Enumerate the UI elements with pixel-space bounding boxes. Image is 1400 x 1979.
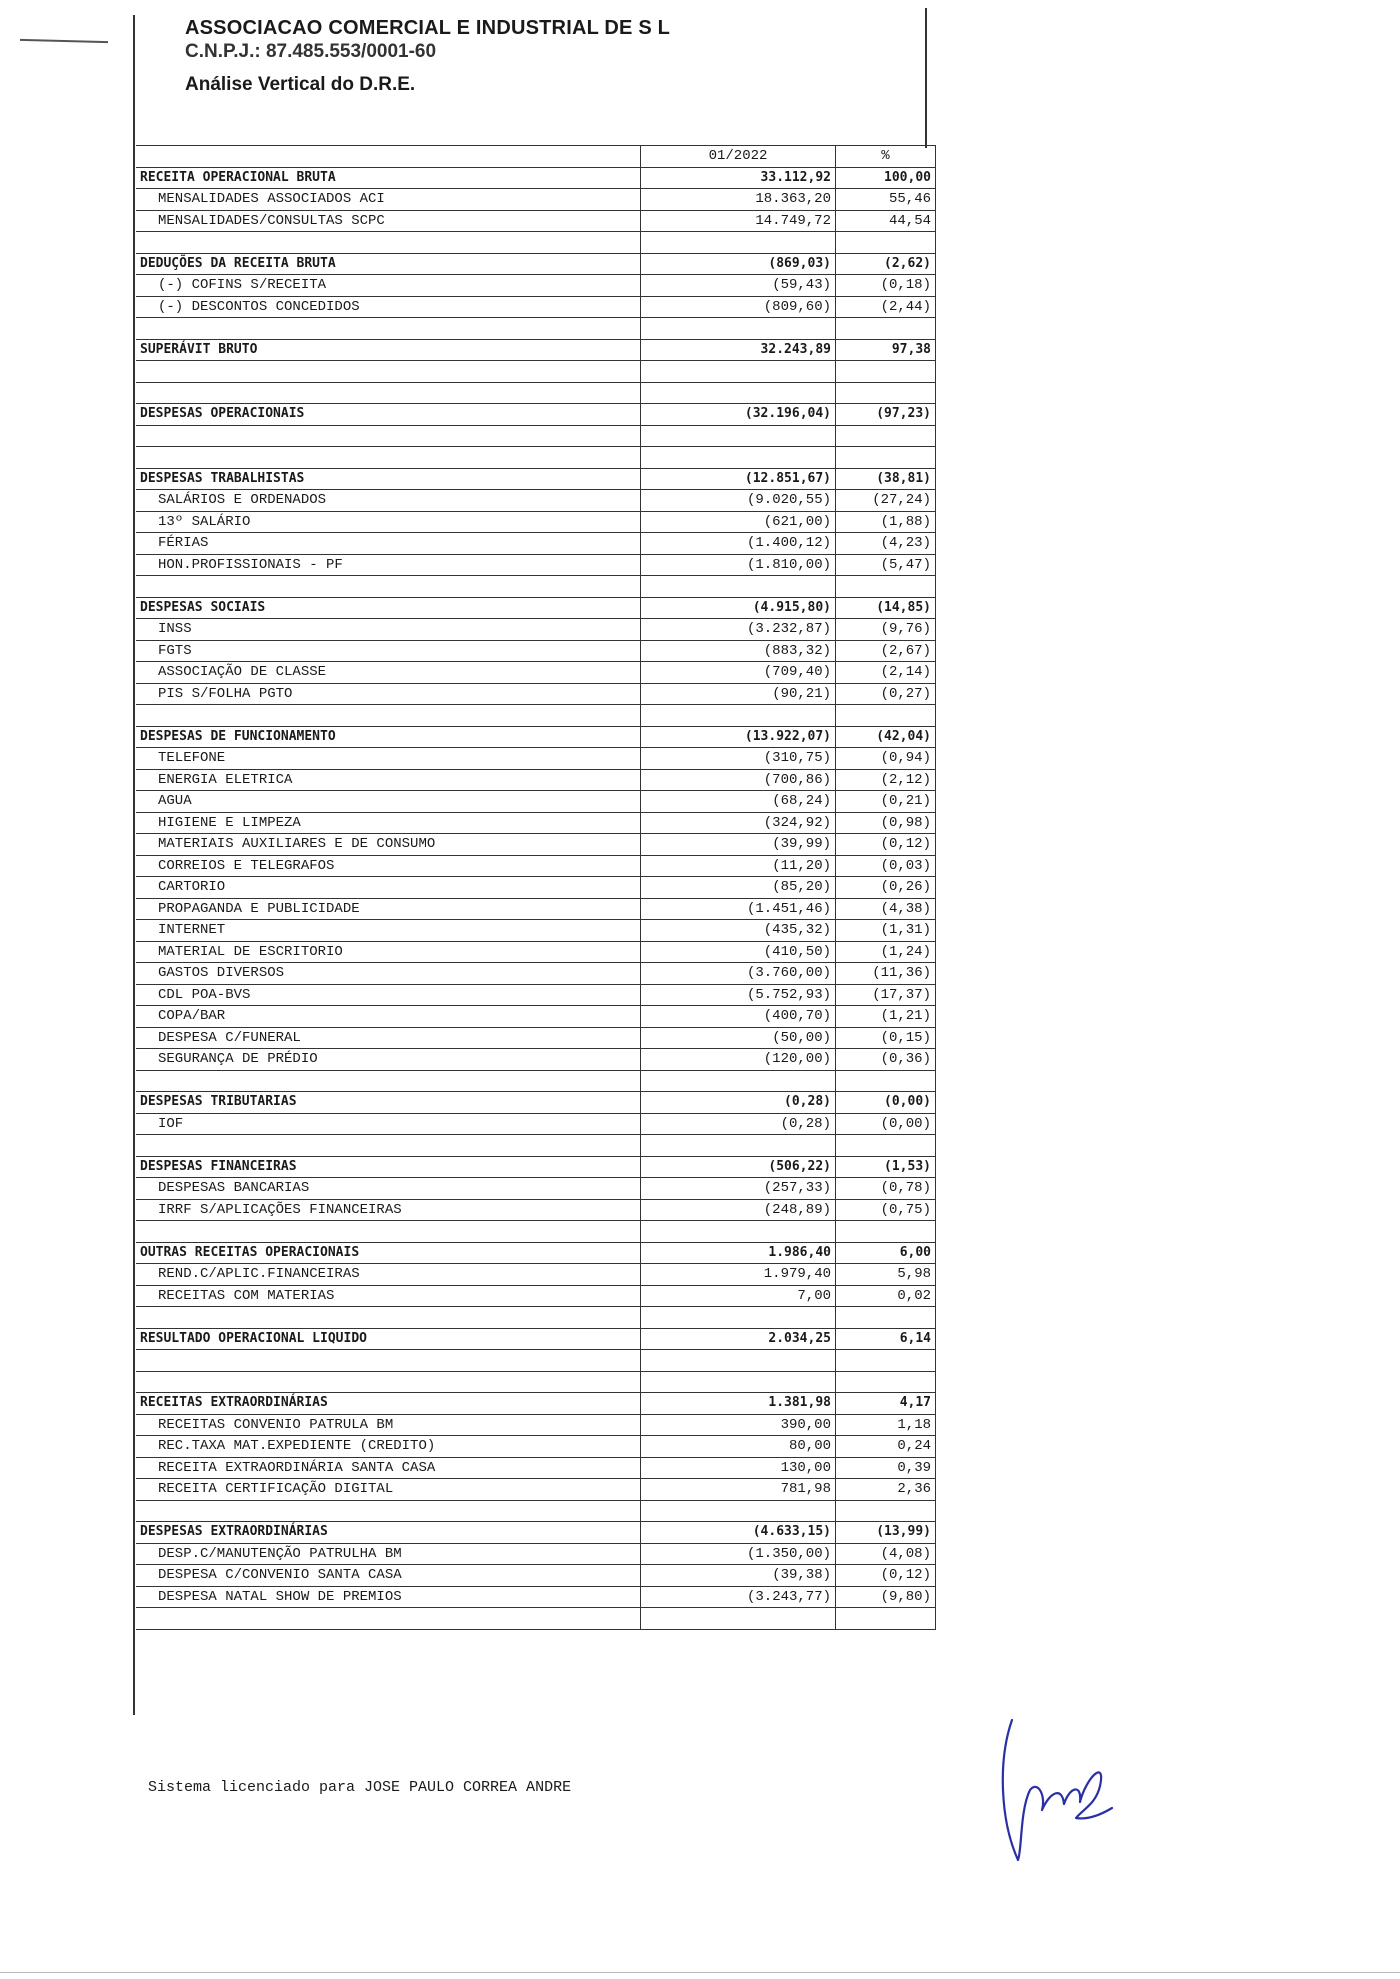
row-value: (0,28): [641, 1113, 836, 1135]
row-value: (1.400,12): [641, 533, 836, 555]
row-label: DEDUÇÕES DA RECEITA BRUTA: [136, 253, 641, 275]
item-row: [136, 1285, 936, 1307]
row-label: INSS: [136, 619, 641, 641]
row-percent: (0,00): [836, 1092, 936, 1114]
item-row: [136, 1049, 936, 1071]
item-row: [136, 920, 936, 942]
item-row: [136, 1113, 936, 1135]
item-row: [136, 1543, 936, 1565]
item-row: [136, 619, 936, 641]
row-percent: (0,27): [836, 683, 936, 705]
item-row: [136, 898, 936, 920]
company-cnpj: C.N.P.J.: 87.485.553/0001-60: [185, 41, 437, 62]
row-label: [136, 361, 641, 383]
item-row: [136, 275, 936, 297]
item-row: [136, 662, 936, 684]
row-label: [136, 318, 641, 340]
row-label: MATERIAIS AUXILIARES E DE CONSUMO: [136, 834, 641, 856]
row-value: 1.979,40: [641, 1264, 836, 1286]
row-label: MENSALIDADES/CONSULTAS SCPC: [136, 210, 641, 232]
row-label: [136, 382, 641, 404]
row-value: (11,20): [641, 855, 836, 877]
row-percent: (27,24): [836, 490, 936, 512]
item-row: [136, 189, 936, 211]
row-percent: (0,12): [836, 834, 936, 856]
row-percent: [836, 447, 936, 469]
blank-row: [136, 361, 936, 383]
row-percent: (0,26): [836, 877, 936, 899]
row-percent: (0,36): [836, 1049, 936, 1071]
row-label: [136, 1371, 641, 1393]
row-label: [136, 1350, 641, 1372]
item-row: [136, 1414, 936, 1436]
row-value: [641, 1371, 836, 1393]
item-row: [136, 296, 936, 318]
row-label: CORREIOS E TELEGRAFOS: [136, 855, 641, 877]
row-value: (400,70): [641, 1006, 836, 1028]
row-value: (257,33): [641, 1178, 836, 1200]
row-value: (3.243,77): [641, 1586, 836, 1608]
row-value: (59,43): [641, 275, 836, 297]
row-percent: [836, 1500, 936, 1522]
blank-row: [136, 1070, 936, 1092]
blank-row: [136, 447, 936, 469]
row-percent: 4,17: [836, 1393, 936, 1415]
row-label: RECEITAS EXTRAORDINÁRIAS: [136, 1393, 641, 1415]
blank-row: [136, 1350, 936, 1372]
group-row: [136, 1156, 936, 1178]
row-value: (869,03): [641, 253, 836, 275]
row-label: PIS S/FOLHA PGTO: [136, 683, 641, 705]
row-value: (120,00): [641, 1049, 836, 1071]
row-value: 2.034,25: [641, 1328, 836, 1350]
item-row: [136, 963, 936, 985]
row-percent: (0,94): [836, 748, 936, 770]
group-row: [136, 339, 936, 361]
row-percent: (4,38): [836, 898, 936, 920]
row-label: COPA/BAR: [136, 1006, 641, 1028]
group-row: [136, 167, 936, 189]
group-row: [136, 1242, 936, 1264]
row-percent: (0,21): [836, 791, 936, 813]
row-value: (700,86): [641, 769, 836, 791]
row-percent: [836, 361, 936, 383]
row-value: (883,32): [641, 640, 836, 662]
row-label: DESPESAS FINANCEIRAS: [136, 1156, 641, 1178]
item-row: [136, 855, 936, 877]
row-percent: [836, 1608, 936, 1630]
item-row: [136, 984, 936, 1006]
row-label: RECEITA CERTIFICAÇÃO DIGITAL: [136, 1479, 641, 1501]
row-label: [136, 1135, 641, 1157]
item-row: [136, 834, 936, 856]
row-label: RECEITAS COM MATERIAS: [136, 1285, 641, 1307]
row-value: (85,20): [641, 877, 836, 899]
blank-row: [136, 382, 936, 404]
row-percent: (17,37): [836, 984, 936, 1006]
row-label: IOF: [136, 1113, 641, 1135]
row-percent: [836, 1070, 936, 1092]
row-value: (435,32): [641, 920, 836, 942]
row-value: (13.922,07): [641, 726, 836, 748]
row-percent: (38,81): [836, 468, 936, 490]
row-label: RECEITA EXTRAORDINÁRIA SANTA CASA: [136, 1457, 641, 1479]
row-value: [641, 1135, 836, 1157]
dre-table: [136, 145, 936, 1630]
row-percent: (9,80): [836, 1586, 936, 1608]
group-row: [136, 468, 936, 490]
group-row: [136, 1328, 936, 1350]
row-value: (1.350,00): [641, 1543, 836, 1565]
row-label: MATERIAL DE ESCRITORIO: [136, 941, 641, 963]
row-percent: (2,67): [836, 640, 936, 662]
row-label: FÉRIAS: [136, 533, 641, 555]
item-row: [136, 791, 936, 813]
row-percent: (42,04): [836, 726, 936, 748]
row-label: DESPESAS SOCIAIS: [136, 597, 641, 619]
row-value: 7,00: [641, 1285, 836, 1307]
blank-row: [136, 1371, 936, 1393]
row-value: 781,98: [641, 1479, 836, 1501]
row-label: MENSALIDADES ASSOCIADOS ACI: [136, 189, 641, 211]
table-header-row: [136, 146, 936, 168]
row-value: (324,92): [641, 812, 836, 834]
blank-row: [136, 1500, 936, 1522]
row-value: (3.232,87): [641, 619, 836, 641]
item-row: [136, 748, 936, 770]
row-percent: (2,14): [836, 662, 936, 684]
item-row: [136, 941, 936, 963]
blank-row: [136, 232, 936, 254]
row-percent: (11,36): [836, 963, 936, 985]
row-value: (709,40): [641, 662, 836, 684]
row-percent: [836, 425, 936, 447]
row-value: (9.020,55): [641, 490, 836, 512]
row-percent: (1,21): [836, 1006, 936, 1028]
row-value: (0,28): [641, 1092, 836, 1114]
group-row: [136, 1522, 936, 1544]
row-label: DESPESAS TRABALHISTAS: [136, 468, 641, 490]
row-label: [136, 425, 641, 447]
row-value: (12.851,67): [641, 468, 836, 490]
row-label: ENERGIA ELETRICA: [136, 769, 641, 791]
item-row: [136, 1264, 936, 1286]
row-label: CARTORIO: [136, 877, 641, 899]
row-percent: (2,12): [836, 769, 936, 791]
item-row: [136, 554, 936, 576]
dre-table-wrapper: [136, 145, 936, 1630]
signature-drawing: [990, 1700, 1130, 1870]
row-percent: (0,12): [836, 1565, 936, 1587]
blank-row: [136, 576, 936, 598]
row-label: [136, 1608, 641, 1630]
row-value: 14.749,72: [641, 210, 836, 232]
row-label: 13º SALÁRIO: [136, 511, 641, 533]
row-percent: 6,14: [836, 1328, 936, 1350]
row-value: (50,00): [641, 1027, 836, 1049]
group-row: [136, 404, 936, 426]
row-value: [641, 1070, 836, 1092]
row-percent: (0,98): [836, 812, 936, 834]
frame-line-right: [925, 8, 927, 148]
blank-row: [136, 1608, 936, 1630]
row-value: 390,00: [641, 1414, 836, 1436]
group-row: [136, 1092, 936, 1114]
row-label: [136, 705, 641, 727]
row-label: SEGURANÇA DE PRÉDIO: [136, 1049, 641, 1071]
row-percent: [836, 318, 936, 340]
item-row: [136, 210, 936, 232]
row-percent: 6,00: [836, 1242, 936, 1264]
row-percent: (1,88): [836, 511, 936, 533]
item-row: [136, 769, 936, 791]
row-label: CDL POA-BVS: [136, 984, 641, 1006]
row-label: [136, 576, 641, 598]
row-label: AGUA: [136, 791, 641, 813]
row-value: (32.196,04): [641, 404, 836, 426]
row-percent: (5,47): [836, 554, 936, 576]
row-value: (248,89): [641, 1199, 836, 1221]
company-name: ASSOCIACAO COMERCIAL E INDUSTRIAL DE S L: [185, 17, 671, 39]
blank-row: [136, 1135, 936, 1157]
row-label: DESPESAS OPERACIONAIS: [136, 404, 641, 426]
row-percent: 0,39: [836, 1457, 936, 1479]
row-label: RECEITA OPERACIONAL BRUTA: [136, 167, 641, 189]
item-row: [136, 533, 936, 555]
row-percent: 5,98: [836, 1264, 936, 1286]
row-percent: (0,18): [836, 275, 936, 297]
row-value: [641, 232, 836, 254]
row-value: (39,38): [641, 1565, 836, 1587]
item-row: [136, 1178, 936, 1200]
row-percent: (0,15): [836, 1027, 936, 1049]
item-row: [136, 877, 936, 899]
row-value: (410,50): [641, 941, 836, 963]
row-percent: (9,76): [836, 619, 936, 641]
row-value: (4.633,15): [641, 1522, 836, 1544]
row-percent: [836, 576, 936, 598]
row-percent: [836, 1350, 936, 1372]
group-row: [136, 253, 936, 275]
row-percent: [836, 1307, 936, 1329]
frame-line: [133, 15, 135, 1715]
row-label: (-) COFINS S/RECEITA: [136, 275, 641, 297]
row-percent: 55,46: [836, 189, 936, 211]
group-row: [136, 726, 936, 748]
row-value: 33.112,92: [641, 167, 836, 189]
row-value: (310,75): [641, 748, 836, 770]
row-label: REND.C/APLIC.FINANCEIRAS: [136, 1264, 641, 1286]
blank-row: [136, 1307, 936, 1329]
corner-mark: [20, 39, 108, 43]
row-label: SUPERÁVIT BRUTO: [136, 339, 641, 361]
row-label: DESPESA C/FUNERAL: [136, 1027, 641, 1049]
row-label: [136, 232, 641, 254]
row-percent: 1,18: [836, 1414, 936, 1436]
row-percent: 100,00: [836, 167, 936, 189]
item-row: [136, 1006, 936, 1028]
blank-row: [136, 705, 936, 727]
row-percent: 0,24: [836, 1436, 936, 1458]
row-value: [641, 1307, 836, 1329]
row-label: GASTOS DIVERSOS: [136, 963, 641, 985]
row-label: DESPESAS BANCARIAS: [136, 1178, 641, 1200]
row-label: DESP.C/MANUTENÇÃO PATRULHA BM: [136, 1543, 641, 1565]
row-label: [136, 447, 641, 469]
row-percent: (1,24): [836, 941, 936, 963]
row-label: (-) DESCONTOS CONCEDIDOS: [136, 296, 641, 318]
row-value: [641, 576, 836, 598]
header-label-cell: [136, 146, 641, 168]
row-label: [136, 1221, 641, 1243]
row-value: 18.363,20: [641, 189, 836, 211]
row-label: ASSOCIAÇÃO DE CLASSE: [136, 662, 641, 684]
blank-row: [136, 425, 936, 447]
header-period: 01/2022: [641, 146, 836, 168]
row-value: (506,22): [641, 1156, 836, 1178]
row-value: [641, 382, 836, 404]
row-value: 32.243,89: [641, 339, 836, 361]
row-value: 1.986,40: [641, 1242, 836, 1264]
report-title: Análise Vertical do D.R.E.: [185, 74, 416, 95]
row-label: [136, 1307, 641, 1329]
row-label: RECEITAS CONVENIO PATRULA BM: [136, 1414, 641, 1436]
row-value: (1.810,00): [641, 554, 836, 576]
item-row: [136, 812, 936, 834]
row-label: FGTS: [136, 640, 641, 662]
row-percent: (0,03): [836, 855, 936, 877]
row-value: 130,00: [641, 1457, 836, 1479]
row-value: [641, 425, 836, 447]
row-label: INTERNET: [136, 920, 641, 942]
row-value: (4.915,80): [641, 597, 836, 619]
row-label: DESPESAS TRIBUTARIAS: [136, 1092, 641, 1114]
row-value: (68,24): [641, 791, 836, 813]
item-row: [136, 511, 936, 533]
row-percent: [836, 232, 936, 254]
item-row: [136, 640, 936, 662]
row-percent: (14,85): [836, 597, 936, 619]
row-percent: (0,00): [836, 1113, 936, 1135]
row-value: (809,60): [641, 296, 836, 318]
row-label: SALÁRIOS E ORDENADOS: [136, 490, 641, 512]
row-percent: (2,62): [836, 253, 936, 275]
item-row: [136, 1457, 936, 1479]
row-value: [641, 1608, 836, 1630]
row-value: 80,00: [641, 1436, 836, 1458]
signature: [990, 1700, 1130, 1874]
item-row: [136, 1199, 936, 1221]
row-value: [641, 1221, 836, 1243]
row-percent: 97,38: [836, 339, 936, 361]
row-value: (5.752,93): [641, 984, 836, 1006]
row-value: [641, 705, 836, 727]
document-header: [185, 17, 670, 96]
row-percent: 2,36: [836, 1479, 936, 1501]
row-percent: (4,23): [836, 533, 936, 555]
blank-row: [136, 318, 936, 340]
row-label: OUTRAS RECEITAS OPERACIONAIS: [136, 1242, 641, 1264]
row-percent: 0,02: [836, 1285, 936, 1307]
row-label: HIGIENE E LIMPEZA: [136, 812, 641, 834]
row-value: [641, 1350, 836, 1372]
row-label: HON.PROFISSIONAIS - PF: [136, 554, 641, 576]
bottom-rule: [0, 1972, 1400, 1973]
row-percent: (13,99): [836, 1522, 936, 1544]
row-percent: 44,54: [836, 210, 936, 232]
row-label: RESULTADO OPERACIONAL LIQUIDO: [136, 1328, 641, 1350]
item-row: [136, 1565, 936, 1587]
item-row: [136, 490, 936, 512]
row-value: 1.381,98: [641, 1393, 836, 1415]
blank-row: [136, 1221, 936, 1243]
footer-license: Sistema licenciado para JOSE PAULO CORREA ANDRE: [148, 1779, 572, 1796]
row-percent: [836, 1371, 936, 1393]
row-percent: [836, 1135, 936, 1157]
row-percent: (0,75): [836, 1199, 936, 1221]
row-label: DESPESA NATAL SHOW DE PREMIOS: [136, 1586, 641, 1608]
row-value: [641, 318, 836, 340]
row-label: DESPESAS DE FUNCIONAMENTO: [136, 726, 641, 748]
header-percent: %: [836, 146, 936, 168]
item-row: [136, 1586, 936, 1608]
row-percent: (2,44): [836, 296, 936, 318]
row-percent: (1,53): [836, 1156, 936, 1178]
row-value: [641, 447, 836, 469]
row-label: PROPAGANDA E PUBLICIDADE: [136, 898, 641, 920]
item-row: [136, 683, 936, 705]
row-value: (621,00): [641, 511, 836, 533]
row-label: REC.TAXA MAT.EXPEDIENTE (CREDITO): [136, 1436, 641, 1458]
item-row: [136, 1027, 936, 1049]
item-row: [136, 1479, 936, 1501]
row-percent: [836, 382, 936, 404]
row-value: [641, 361, 836, 383]
row-percent: [836, 1221, 936, 1243]
row-percent: [836, 705, 936, 727]
row-value: (3.760,00): [641, 963, 836, 985]
row-label: TELEFONE: [136, 748, 641, 770]
row-value: [641, 1500, 836, 1522]
group-row: [136, 1393, 936, 1415]
row-label: [136, 1070, 641, 1092]
row-label: DESPESA C/CONVENIO SANTA CASA: [136, 1565, 641, 1587]
item-row: [136, 1436, 936, 1458]
row-percent: (4,08): [836, 1543, 936, 1565]
row-value: (90,21): [641, 683, 836, 705]
row-percent: (1,31): [836, 920, 936, 942]
group-row: [136, 597, 936, 619]
row-label: [136, 1500, 641, 1522]
row-value: (39,99): [641, 834, 836, 856]
row-percent: (97,23): [836, 404, 936, 426]
row-value: (1.451,46): [641, 898, 836, 920]
row-label: IRRF S/APLICAÇÕES FINANCEIRAS: [136, 1199, 641, 1221]
row-percent: (0,78): [836, 1178, 936, 1200]
row-label: DESPESAS EXTRAORDINÁRIAS: [136, 1522, 641, 1544]
